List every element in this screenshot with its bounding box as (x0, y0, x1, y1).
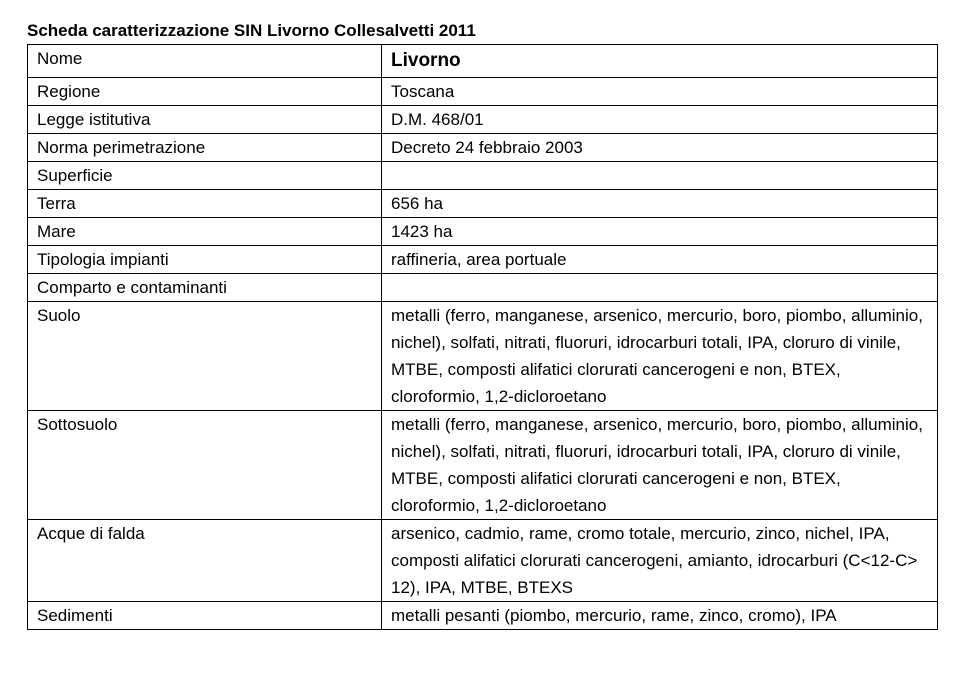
table-row-acque-di-falda (28, 520, 938, 602)
table-row-regione (28, 78, 938, 106)
row-value: metalli (ferro, manganese, arsenico, mercurio, boro, piombo, alluminio, nichel), solfati, nitrati, fluoruri, idrocarburi totali, IPA, cloruro di vinile, MTBE, composti alifatici clorurati cancerogeni e non, BTEX, cloroformio, 1,2-dicloroetano (382, 302, 938, 411)
row-value (382, 274, 938, 302)
row-value (382, 162, 938, 190)
table-row-legge-istitutiva (28, 106, 938, 134)
row-value: arsenico, cadmio, rame, cromo totale, mercurio, zinco, nichel, IPA, composti alifatici clorurati cancerogeni, amianto, idrocarburi (C<12-C> 12), IPA, MTBE, BTEXS (382, 520, 938, 602)
table-row-tipologia-impianti (28, 246, 938, 274)
row-label: Sedimenti (28, 602, 382, 630)
row-value: Decreto 24 febbraio 2003 (382, 134, 938, 162)
row-label: Legge istitutiva (28, 106, 382, 134)
row-value: metalli pesanti (piombo, mercurio, rame, zinco, cromo), IPA (382, 602, 938, 630)
characterization-table (27, 44, 938, 630)
row-label: Superficie (28, 162, 382, 190)
row-label: Regione (28, 78, 382, 106)
row-label: Mare (28, 218, 382, 246)
row-label: Norma perimetrazione (28, 134, 382, 162)
row-label: Suolo (28, 302, 382, 411)
table-row-suolo (28, 302, 938, 411)
row-label: Tipologia impianti (28, 246, 382, 274)
document-title: Scheda caratterizzazione SIN Livorno Collesalvetti 2011 (27, 21, 476, 40)
row-label: Nome (28, 45, 382, 78)
row-value: raffineria, area portuale (382, 246, 938, 274)
row-label: Terra (28, 190, 382, 218)
table-row-terra (28, 190, 938, 218)
row-value: D.M. 468/01 (382, 106, 938, 134)
table-row-norma-perimetrazione (28, 134, 938, 162)
row-label: Sottosuolo (28, 411, 382, 520)
table-row-superficie (28, 162, 938, 190)
row-value: 1423 ha (382, 218, 938, 246)
table-row-nome (28, 45, 938, 78)
row-value: Livorno (382, 45, 938, 78)
table-row-mare (28, 218, 938, 246)
row-value: 656 ha (382, 190, 938, 218)
row-value: Toscana (382, 78, 938, 106)
row-label: Acque di falda (28, 520, 382, 602)
row-label: Comparto e contaminanti (28, 274, 382, 302)
row-value: metalli (ferro, manganese, arsenico, mercurio, boro, piombo, alluminio, nichel), solfati, nitrati, fluoruri, idrocarburi totali, IPA, cloruro di vinile, MTBE, composti alifatici clorurati cancerogeni e non, BTEX, cloroformio, 1,2-dicloroetano (382, 411, 938, 520)
table-row-sottosuolo (28, 411, 938, 520)
table-row-sedimenti (28, 602, 938, 630)
table-row-comparto-contaminanti (28, 274, 938, 302)
